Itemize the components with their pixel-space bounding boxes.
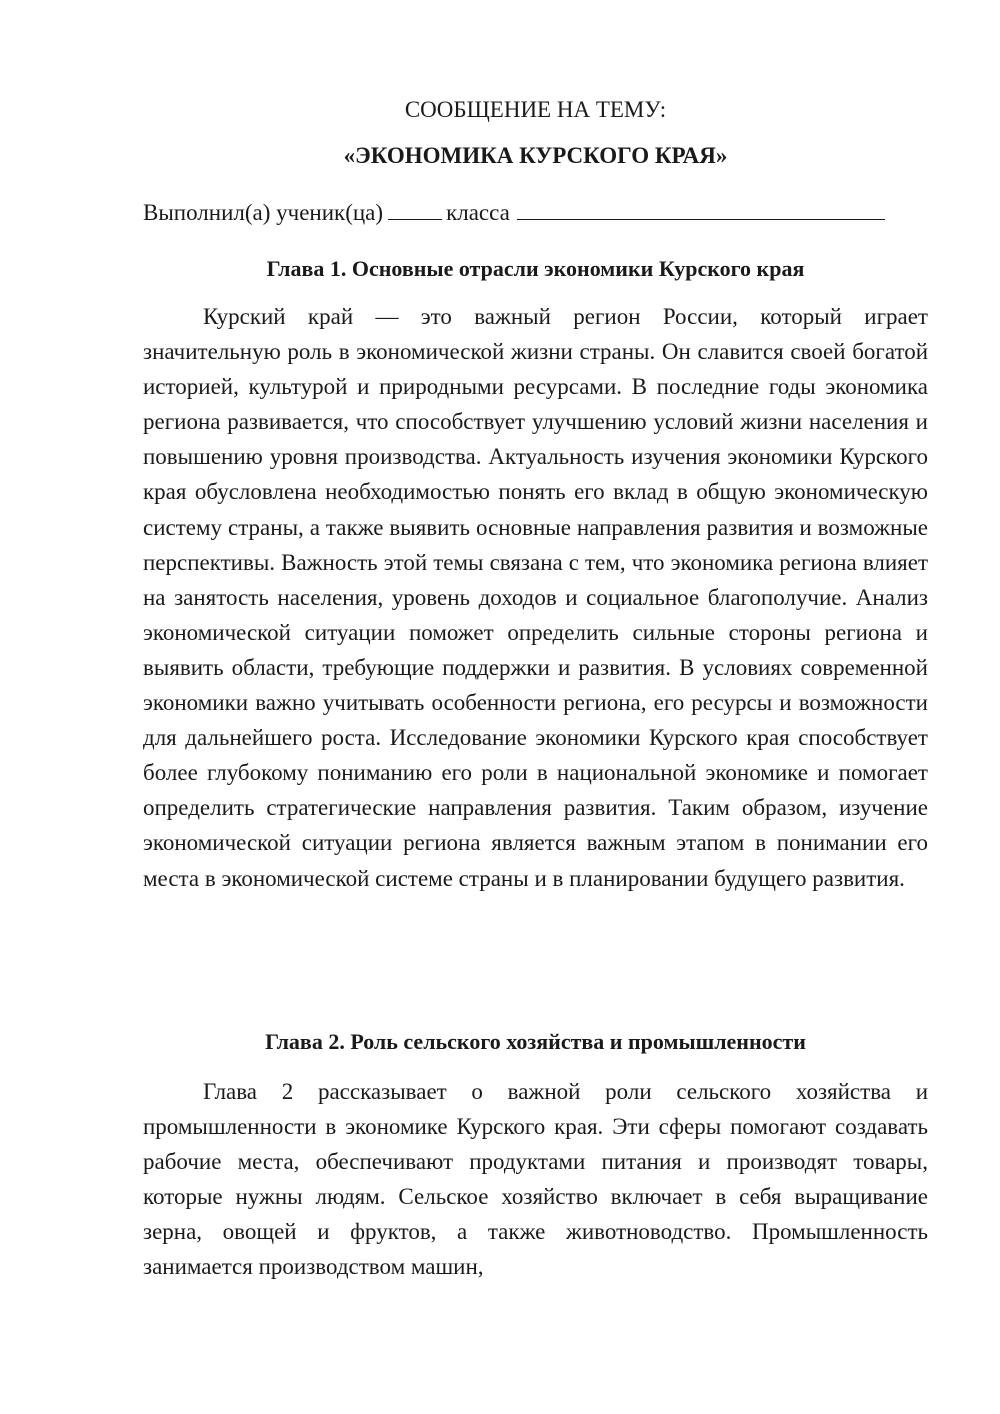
chapter-2-paragraph: Глава 2 рассказывает о важной роли сельского хозяйства и промышленности в экономике Курского края. Эти сферы помогают создавать рабочие места, обеспечивают продуктами питания и производят товары, которые нужны людям. Сельское хозяйство включает в себя выращивание зерна, овощей и фруктов, а также животноводство. Промышленность занимается производством машин,: [143, 1079, 928, 1280]
author-prefix: Выполнил(а) ученик(ца): [143, 200, 384, 225]
title-line-2: «ЭКОНОМИКА КУРСКОГО КРАЯ»: [343, 143, 728, 168]
author-class-label: класса: [446, 200, 510, 225]
title-line-1: СООБЩЕНИЕ НА ТЕМУ:: [404, 97, 667, 122]
name-blank: [517, 199, 885, 220]
chapter-1-paragraph: Курский край — это важный регион России, который играет значительную роль в экономической жизни страны. Он славится своей богатой историей, культурой и природными ресурсами. В последние годы экономика региона развивается, что способствует улучшению условий жизни населения и повышению уровня производства. Актуальность изучения экономики Курского края обусловлена необходимостью понять его вклад в общую экономическую систему страны, а также выявить основные направления развития и возможные перспективы. Важность этой темы связана с тем, что экономика региона влияет на занятость населения, уровень доходов и социальное благополучие. Анализ экономической ситуации поможет определить сильные стороны региона и выявить области, требующие поддержки и развития. В условиях современной экономики важно учитывать особенности региона, его ресурсы и возможности для дальнейшего роста. Исследование экономики Курского края способствует более глубокому пониманию его роли в национальной экономике и помогает определить стратегические направления развития. Таким образом, изучение экономической ситуации региона является важным этапом в понимании его места в экономической системе страны и в планировании будущего развития.: [143, 304, 928, 891]
chapter-2-heading: Глава 2. Роль сельского хозяйства и промышленности: [265, 1029, 806, 1054]
chapter-1-heading: Глава 1. Основные отрасли экономики Курского края: [266, 256, 805, 281]
grade-blank: [388, 199, 442, 220]
author-line: [143, 198, 928, 228]
